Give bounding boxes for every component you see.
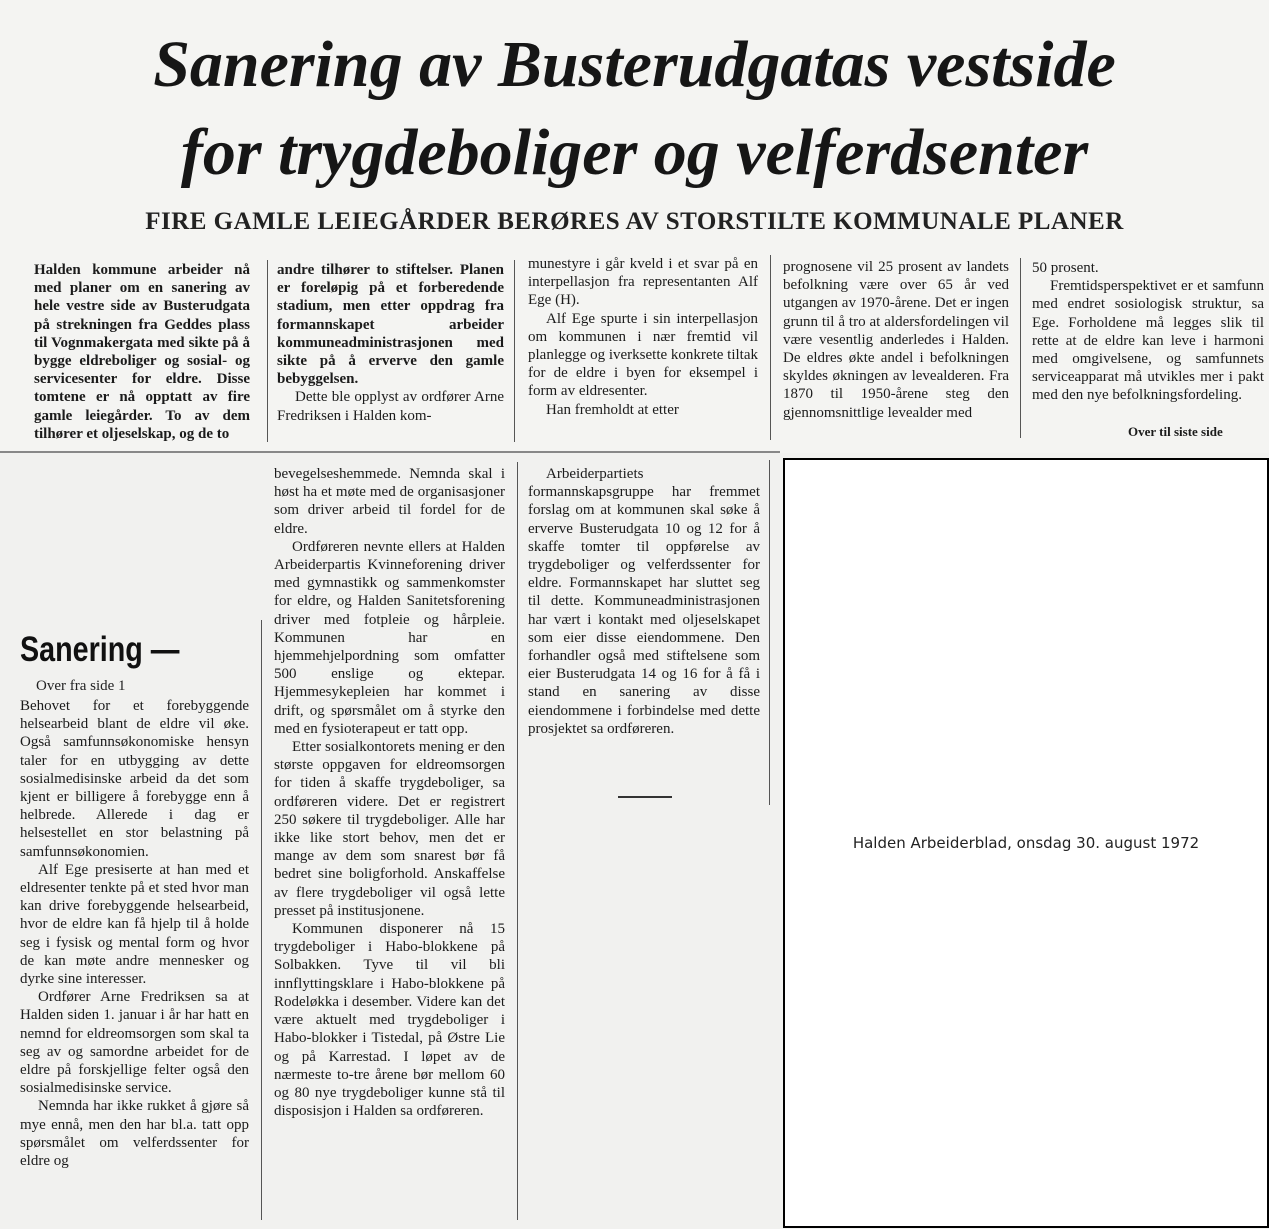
continuation-column-a	[20, 697, 249, 1170]
paragraph: Nemnda har ikke rukket å gjøre så mye ennå, men den har bl.a. tatt opp spørsmålet om velferdssenter for eldre og	[20, 1098, 249, 1170]
article-column-1	[34, 261, 250, 443]
continued-note: Over til siste side	[1128, 424, 1223, 439]
headline-line-2: for trygdeboliger og velferdsenter	[180, 116, 1089, 189]
paragraph: Alf Ege spurte i sin interpellasjon om kommunen i nær fremtid vil planlegge og iverksette konkrete tiltak for de eldre i byen for eksempel i form av eldresenter.	[528, 310, 758, 400]
column-divider	[769, 460, 770, 805]
article-column-3	[528, 255, 758, 419]
column-divider	[514, 260, 515, 442]
paragraph: Ordføreren nevnte ellers at Halden Arbeiderpartis Kvinneforening driver med gymnastikk og sammenkomster for eldre, og Halden Sanitetsforening driver med fotpleie og hårpleie. Kommunen har en hjemmehjelpordning som omfatter 500 enslige og ektepar. Hjemmesykepleien har kommet i drift, og spørsmålet om å styrke den med en fysioterapeut er tatt opp.	[274, 538, 505, 737]
front-page-clipping	[0, 0, 1269, 453]
paragraph: Etter sosialkontorets mening er den største oppgaven for eldreomsorgen for tiden å skaffe trygdeboliger, sa ordføreren videre. Det er registrert 250 søkere til trygdeboliger. Alle har ikke like stort behov, men det er mange av dem som snarest bør få bedret sine boligforhold. Anskaffelse av flere trygdeboliger vil også lette presset på institusjonene.	[274, 739, 505, 919]
source-caption: Halden Arbeiderblad, onsdag 30. august 1972	[852, 834, 1200, 852]
subheadline: FIRE GAMLE LEIEGÅRDER BERØRES AV STORSTILTE KOMMUNALE PLANER	[145, 208, 1124, 235]
column-divider	[261, 620, 262, 1220]
column-divider	[267, 260, 268, 442]
article-column-4	[783, 258, 1009, 422]
paragraph: Kommunen disponerer nå 15 trygdeboliger i Habo-blokkene på Solbakken. Tyve til vil bli innflyttingsklare i Habo-blokkene på Rodeløkka i desember. Videre kan det være aktuelt med trygdeboliger i Habo-blokker i Tistedal, på Østre Lie og på Karrestad. I løpet av de nærmeste to-tre årene bør mellom 60 og 80 nye trygdeboliger kunne stå til disposisjon i Halden sa ordføreren.	[274, 921, 505, 1120]
paragraph: Halden kommune arbeider nå med planer om en sanering av hele vestre side av Busterudgata på strekningen fra Geddes plass til Vognmakergata med sikte på å bygge eldreboliger og sosial- og servicesenter for eldre. Disse tomtene er nå opptatt av fire gamle leiegårder. To av dem tilhører et oljeselskap, og de to	[34, 262, 250, 442]
continuation-column-b	[274, 465, 505, 1120]
article-column-5	[1032, 259, 1264, 405]
paragraph: Ordfører Arne Fredriksen sa at Halden siden 1. januar i år har hatt en nemnd for eldreomsorgen som skal ta seg av og samordne arbeidet for de eldre på forskjellige felter også den sosialmedisinske service.	[20, 989, 249, 1097]
column-divider	[1020, 258, 1021, 438]
column-divider	[770, 255, 771, 440]
paragraph: Dette ble opplyst av ordfører Arne Fredriksen i Halden kom-	[277, 389, 504, 424]
paragraph: Fremtidsperspektivet er et samfunn med endret sosiologisk struktur, sa Ege. Forholdene må legges slik til rette at de eldre kan leve i harmoni med omgivelsene, og samfunnets serviceapparat må utvikles mer i pakt med den nye befolkningsfordeling.	[1032, 278, 1264, 404]
paragraph: andre tilhører to stiftelser. Planen er foreløpig på et forberedende stadium, men etter oppdrag fra formannskapet arbeider kommuneadministrasjonen med sikte på å erverve den gamle bebyggelsen.	[277, 262, 504, 388]
continuation-title: Sanering —	[20, 630, 180, 669]
continuation-column-c	[528, 465, 760, 738]
paragraph: Han fremholdt at etter	[546, 401, 679, 418]
paragraph: Arbeiderpartiets formannskapsgruppe har fremmet forslag om at kommunen skal søke å erverve Busterudgata 10 og 12 for å skaffe tomter til oppførelse av trygdeboliger og velferdssenter for eldre. Formannskapet har sluttet seg til dette. Kommuneadministrasjonen har vært i kontakt med oljeselskapet som eier disse eiendommene. Den forhandler også med stiftelsene som eier Busterudgata 14 og 16 for å få i stand en sanering av disse eiendommene i forbindelse med dette prosjektet sa ordføreren.	[528, 466, 760, 737]
paragraph: Behovet for et forebyggende helsearbeid blant de eldre vil øke. Også samfunnsøkonomiske hensyn taler for en utbygging av dette sosialmedisinske arbeid da det som kjent er billigere å forebygge enn å helbrede. Allerede i dag er helsestellet en stor belastning på samfunnsøkonomien.	[20, 698, 249, 860]
caption-box	[783, 458, 1269, 1228]
paragraph: munestyre i går kveld i et svar på en interpellasjon fra representanten Alf Ege (H).	[528, 256, 758, 309]
article-column-2	[277, 261, 504, 425]
paragraph: Alf Ege presiserte at han med et eldresenter tenkte på et sted hvor man kan drive forebyggende helsearbeid, hvor de eldre kan få hjelp til å holde seg i fysisk og mental form og hvor de kan møte andre mennesker og dyrke sine interesser.	[20, 861, 249, 988]
headline-line-1: Sanering av Busterudgatas vestside	[153, 28, 1116, 101]
paragraph: bevegelseshemmede. Nemnda skal i høst ha et møte med de organisasjoner som driver arbeid til fordel for de eldre.	[274, 466, 505, 537]
end-rule	[618, 796, 672, 798]
paragraph: 50 prosent.	[1032, 260, 1099, 276]
continued-from-note: Over fra side 1	[36, 678, 126, 694]
paragraph: prognosene vil 25 prosent av landets befolkning være over 65 år ved utgangen av 1970-årene. Det er ingen grunn til å tro at aldersfordelingen vil være vesentlig anderledes i Halden. De eldres økte andel i befolkningen skyldes økningen av levealderen. Fra 1870 til 1950-årene steg den gjennomsnittlige levealder med	[783, 259, 1009, 421]
column-divider	[517, 462, 518, 1220]
